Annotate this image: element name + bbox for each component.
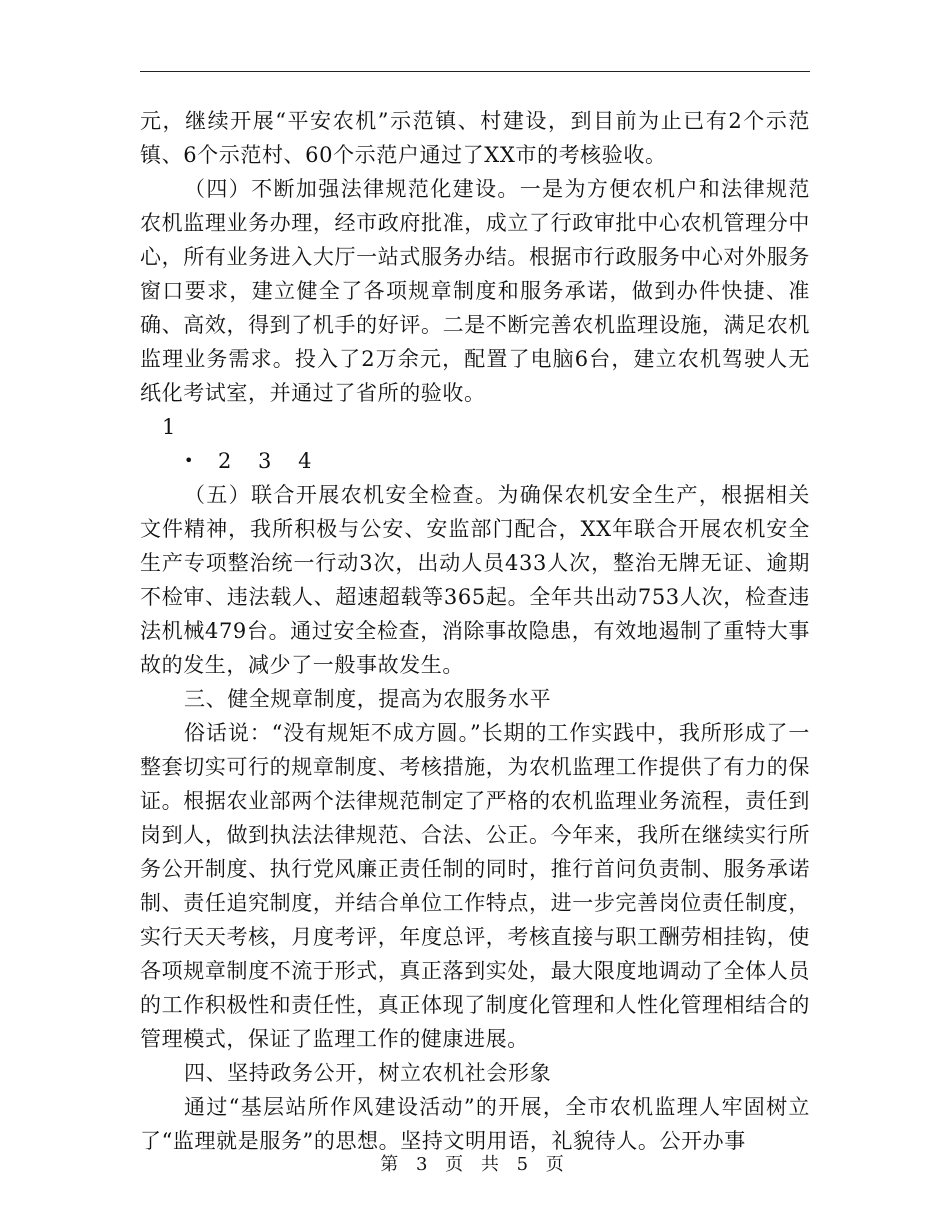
paragraph-section-four: （四）不断加强法律规范化建设。一是为方便农机户和法律规范农机监理业务办理，经市政府批准，成立了行政审批中心农机管理分中心，所有业务进入大厅一站式服务办结。根据市行政服务中心对外服务窗口要求，建立健全了各项规章制度和服务承诺，做到办件快捷、准确、高效，得到了机手的好评。二是不断完善农机监理设施，满足农机监理业务需求。投入了2万余元，配置了电脑6台，建立农机驾驶人无纸化考试室，并通过了省所的验收。 [140,177,810,405]
pager-row [140,444,810,478]
header-rule [140,71,810,72]
bullet-icon: • [184,451,194,470]
paragraph-public-affairs: 通过“基层站所作风建设活动”的开展，全市农机监理人牢固树立了“监理就是服务”的思想。坚持文明用语，礼貌待人。公开办事 [140,1095,810,1153]
heading-section-three: 三、健全规章制度，提高为农服务水平 [184,687,552,711]
heading-section-four: 四、坚持政务公开，树立农机社会形象 [184,1061,552,1085]
pager-numbers: 2 3 4 [218,449,322,473]
document-body [140,104,810,1158]
paragraph-section-five: （五）联合开展农机安全检查。为确保农机安全生产，根据相关文件精神，我所积极与公安、安监部门配合，XX年联合开展农机安全生产专项整治统一行动3次，出动人员433人次，整治无牌无证、逾期不检审、违法载人、超速超载等365起。全年共出动753人次，检查违法机械479台。通过安全检查，消除事故隐患，有效地遏制了重特大事故的发生，减少了一般事故发生。 [140,483,810,677]
page-footer: 第 3 页 共 5 页 [380,1154,570,1175]
pager-current-number: 1 [162,415,176,439]
paragraph-continuation: 元，继续开展“平安农机”示范镇、村建设，到目前为止已有2个示范镇、6个示范村、60个示范户通过了XX市的考核验收。 [140,109,810,167]
paragraph-regulations: 俗话说：“没有规矩不成方圆。”长期的工作实践中，我所形成了一整套切实可行的规章制度、考核措施，为农机监理工作提供了有力的保证。根据农业部两个法律规范制定了严格的农机监理业务流程，责任到岗到人，做到执法法律规范、合法、公正。今年来，我所在继续实行所务公开制度、执行党风廉正责任制的同时，推行首问负责制、服务承诺制、责任追究制度，并结合单位工作特点，进一步完善岗位责任制度，实行天天考核，月度考评，年度总评，考核直接与职工酬劳相挂钩，使各项规章制度不流于形式，真正落到实处，最大限度地调动了全体人员的工作积极性和责任性，真正体现了制度化管理和人性化管理相结合的管理模式，保证了监理工作的健康进展。 [140,721,810,1051]
